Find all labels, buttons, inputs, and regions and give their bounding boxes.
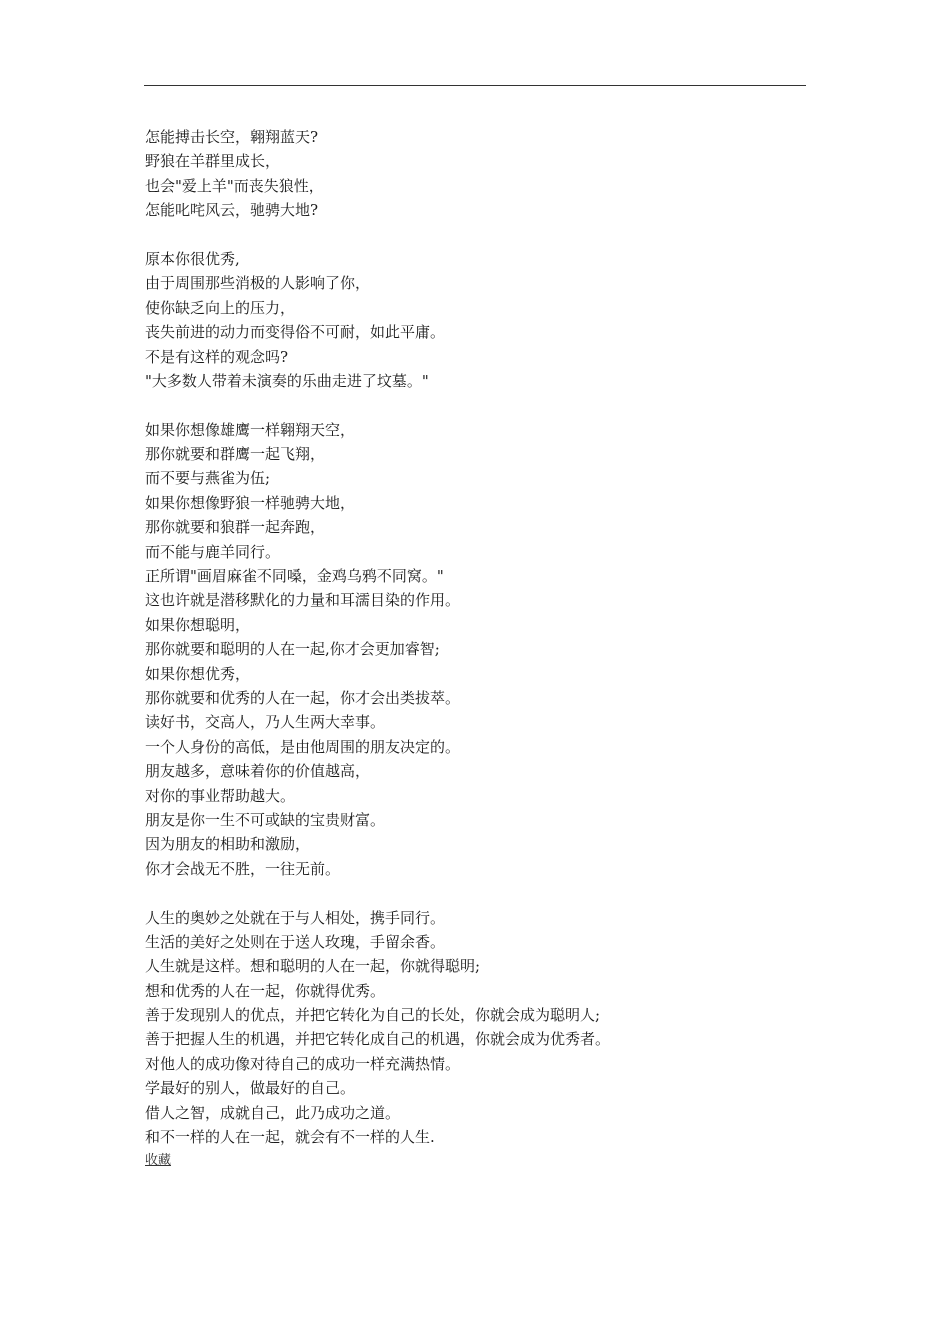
text-line: 人生的奥妙之处就在于与人相处，携手同行。 — [145, 908, 446, 927]
paragraph-gap — [145, 881, 825, 905]
text-line: 如果你想聪明， — [145, 615, 251, 634]
text-line: "大多数人带着未演奏的乐曲走进了坟墓。" — [145, 371, 429, 390]
text-line: 读好书，交高人，乃人生两大幸事。 — [145, 713, 386, 732]
top-divider — [144, 85, 806, 86]
text-line: 那你就要和群鹰一起飞翔， — [145, 445, 326, 464]
text-line: 使你缺乏向上的压力， — [145, 298, 296, 317]
paragraph-list — [145, 125, 825, 1149]
text-line: 而不能与鹿羊同行。 — [145, 542, 281, 561]
favorite-link[interactable]: 收藏 — [145, 1153, 172, 1169]
text-line: 而不要与燕雀为伍; — [145, 469, 271, 488]
text-line: 那你就要和狼群一起奔跑， — [145, 518, 326, 537]
text-line: 如果你想像野狼一样驰骋大地， — [145, 493, 356, 512]
text-line: 对他人的成功像对待自己的成功一样充满热情。 — [145, 1054, 461, 1073]
text-line: 不是有这样的观念吗? — [145, 347, 289, 366]
text-line: 由于周围那些消极的人影响了你， — [145, 274, 371, 293]
text-line: 朋友越多，意味着你的价值越高， — [145, 762, 371, 781]
text-line: 人生就是这样。想和聪明的人在一起，你就得聪明; — [145, 957, 481, 976]
text-line: 学最好的别人，做最好的自己。 — [145, 1079, 356, 1098]
text-line: 朋友是你一生不可或缺的宝贵财富。 — [145, 810, 386, 829]
text-line: 怎能搏击长空，翱翔蓝天? — [145, 128, 319, 146]
text-line: 善于发现别人的优点，并把它转化为自己的长处，你就会成为聪明人; — [145, 1006, 601, 1025]
text-line: 想和优秀的人在一起，你就得优秀。 — [145, 981, 386, 1000]
text-line: 因为朋友的相助和激励， — [145, 835, 311, 854]
text-line: 那你就要和优秀的人在一起，你才会出类拔萃。 — [145, 688, 461, 707]
text-line: 这也许就是潜移默化的力量和耳濡目染的作用。 — [145, 591, 461, 610]
text-line: 和不一样的人在一起，就会有不一样的人生. — [145, 1128, 435, 1147]
text-line: 你才会战无不胜，一往无前。 — [145, 859, 341, 878]
text-line: 对你的事业帮助越大。 — [145, 786, 296, 805]
text-line: 野狼在羊群里成长， — [145, 152, 281, 171]
paragraph-gap — [145, 393, 825, 417]
article-body — [145, 125, 825, 1171]
text-line: 如果你想像雄鹰一样翱翔天空， — [145, 420, 356, 439]
paragraph-gap — [145, 223, 825, 247]
text-line: 那你就要和聪明的人在一起,你才会更加睿智; — [145, 640, 440, 659]
text-line: 正所谓"画眉麻雀不同嗓，金鸡乌鸦不同窝。" — [145, 567, 444, 586]
text-line: 生活的美好之处则在于送人玫瑰，手留余香。 — [145, 932, 446, 951]
text-line: 如果你想优秀， — [145, 664, 251, 683]
text-line: 一个人身份的高低，是由他周围的朋友决定的。 — [145, 737, 461, 756]
text-line: 怎能叱咤风云，驰骋大地? — [145, 201, 319, 220]
text-line: 也会"爱上羊"而丧失狼性， — [145, 176, 324, 195]
text-line: 善于把握人生的机遇，并把它转化成自己的机遇，你就会成为优秀者。 — [145, 1030, 611, 1049]
text-line: 原本你很优秀, — [145, 249, 240, 268]
text-line: 丧失前进的动力而变得俗不可耐，如此平庸。 — [145, 323, 446, 342]
text-line: 借人之智，成就自己，此乃成功之道。 — [145, 1103, 401, 1122]
